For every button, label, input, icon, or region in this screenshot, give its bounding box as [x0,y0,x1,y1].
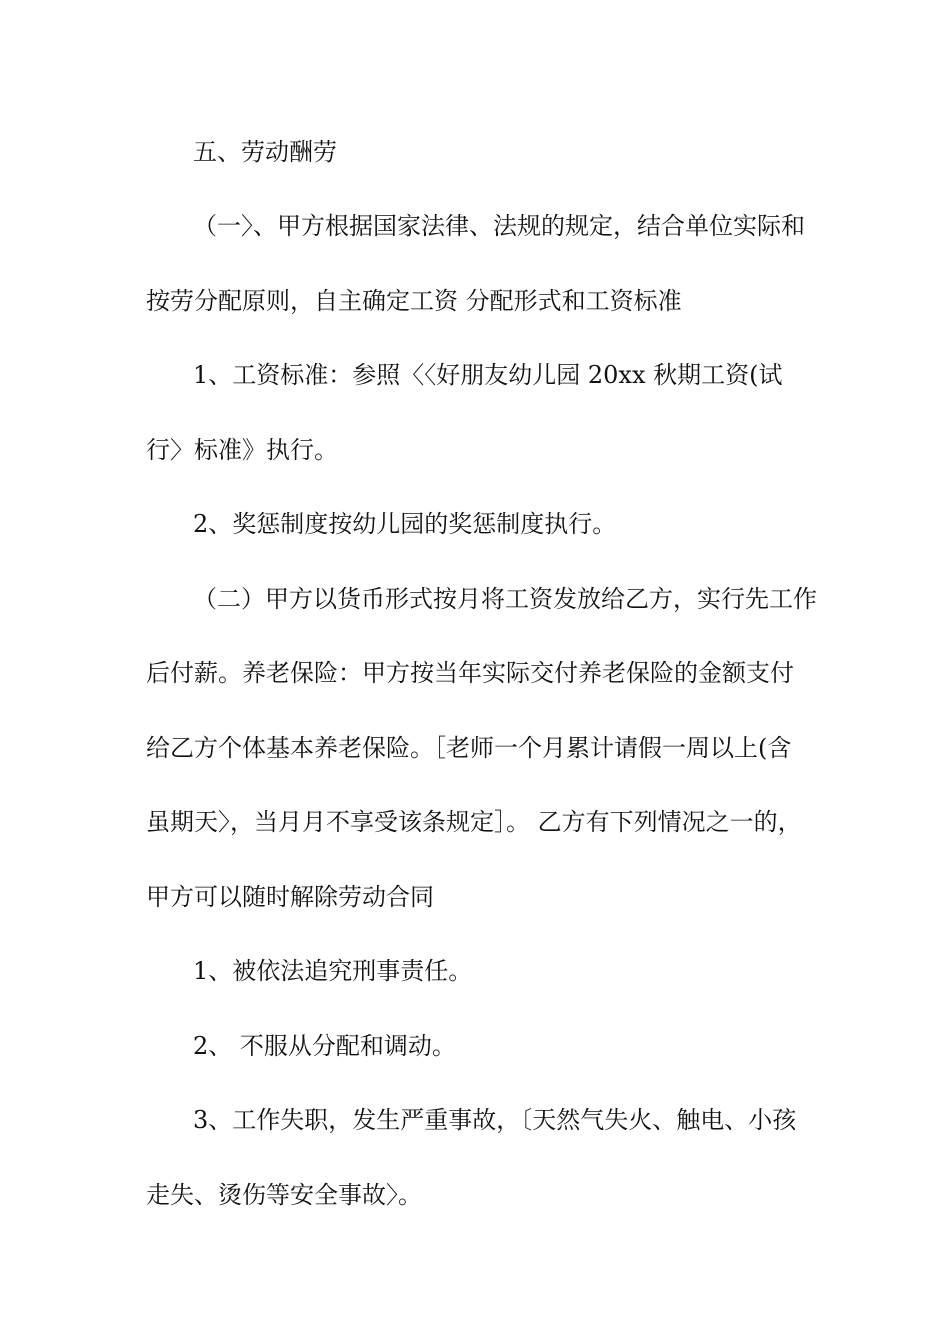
paragraph-line: 1、工资标准：参照〈〈好朋友幼儿园 20xx 秋期工资(试 [193,361,783,389]
paragraph-line: 2、 不服从分配和调动。 [193,1032,456,1060]
paragraph-line: 后付薪。养老保险：甲方按当年实际交付养老保险的金额支付 [146,659,794,687]
paragraph-line: 按劳分配原则，自主确定工资 分配形式和工资标准 [146,287,682,315]
paragraph-line: 行〉标准》执行。 [146,436,338,464]
paragraph-line: 1、被依法追究刑事责任。 [193,957,473,985]
paragraph-line: 甲方可以随时解除劳动合同 [146,883,434,911]
paragraph-line: 走失、烫伤等安全事故〉。 [146,1181,422,1209]
section-heading: 五、劳动酬劳 [193,138,337,166]
paragraph-line: （二）甲方以货币形式按月将工资发放给乙方，实行先工作 [193,585,817,613]
paragraph-line: （一〉、甲方根据国家法律、法规的规定，结合单位实际和 [193,212,805,240]
paragraph-line: 给乙方个体基本养老保险。［老师一个月累计请假一周以上(含 [146,734,792,762]
paragraph-line: 虽期天〉，当月月不享受该条规定］。 乙方有下列情况之一的， [146,808,802,836]
paragraph-line: 2、奖惩制度按幼儿园的奖惩制度执行。 [193,510,617,538]
paragraph-line: 3、工作失职，发生严重事故，〔天然气失火、触电、小孩 [193,1106,797,1134]
